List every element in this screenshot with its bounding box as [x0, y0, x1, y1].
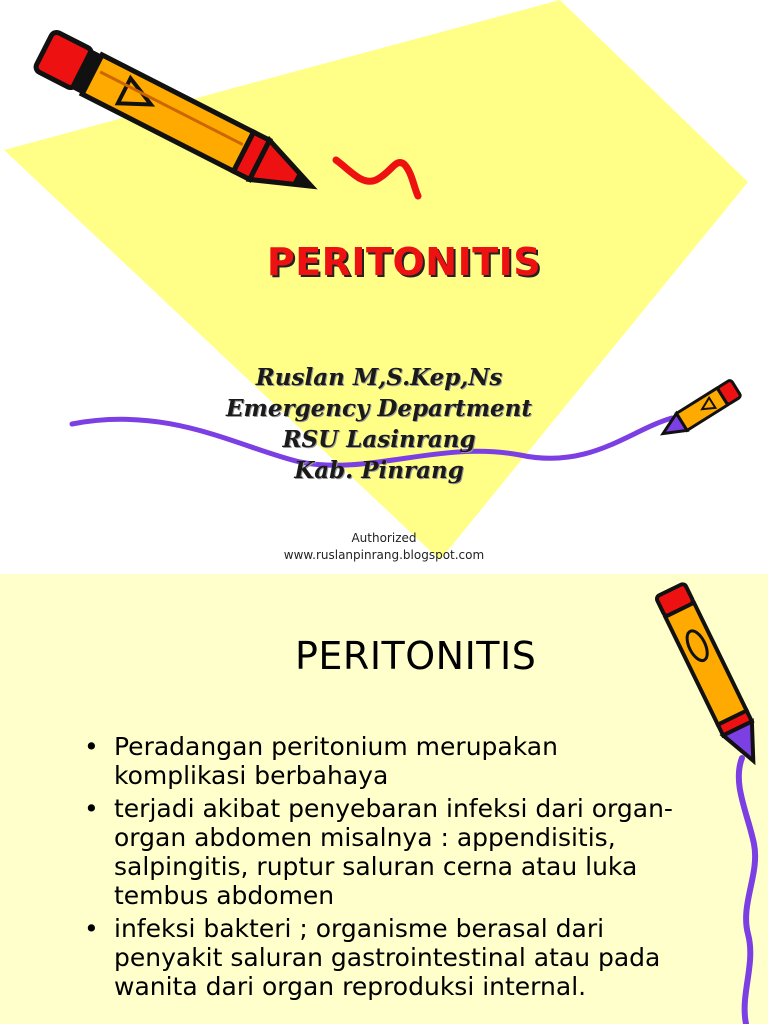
author-name: Ruslan M,S.Kep,Ns: [255, 364, 503, 391]
author-department: Emergency Department: [225, 395, 533, 422]
bullet-marker: •: [84, 732, 99, 761]
bullet-text: infeksi bakteri ; organisme berasal dari penyakit saluran gastrointestinal atau pada wanita dari organ reproduksi internal.: [114, 914, 661, 1001]
footer-url[interactable]: www.ruslanpinrang.blogspot.com: [283, 548, 485, 562]
author-block: [0, 362, 758, 486]
author-hospital: RSU Lasinrang: [282, 426, 476, 453]
slide-title: PERITONITIS: [266, 240, 542, 284]
list-item: [84, 914, 684, 1001]
content-slide: [0, 574, 768, 1024]
footer-note: [0, 530, 768, 564]
slide-title: PERITONITIS: [295, 634, 537, 678]
author-region: Kab. Pinrang: [294, 457, 464, 484]
bullet-marker: •: [84, 914, 99, 943]
footer-authorized: Authorized: [351, 531, 417, 545]
list-item: [84, 732, 684, 790]
bullet-text: terjadi akibat penyebaran infeksi dari organ-organ abdomen misalnya : appendisitis, salpingitis, ruptur saluran cerna atau luka tembus abdomen: [114, 794, 673, 910]
bullet-list: [84, 732, 684, 1005]
pencil-icon-large: [0, 0, 360, 200]
list-item: [84, 794, 684, 910]
bullet-text: Peradangan peritonium merupakan komplikasi berbahaya: [114, 732, 558, 790]
bullet-marker: •: [84, 794, 99, 823]
